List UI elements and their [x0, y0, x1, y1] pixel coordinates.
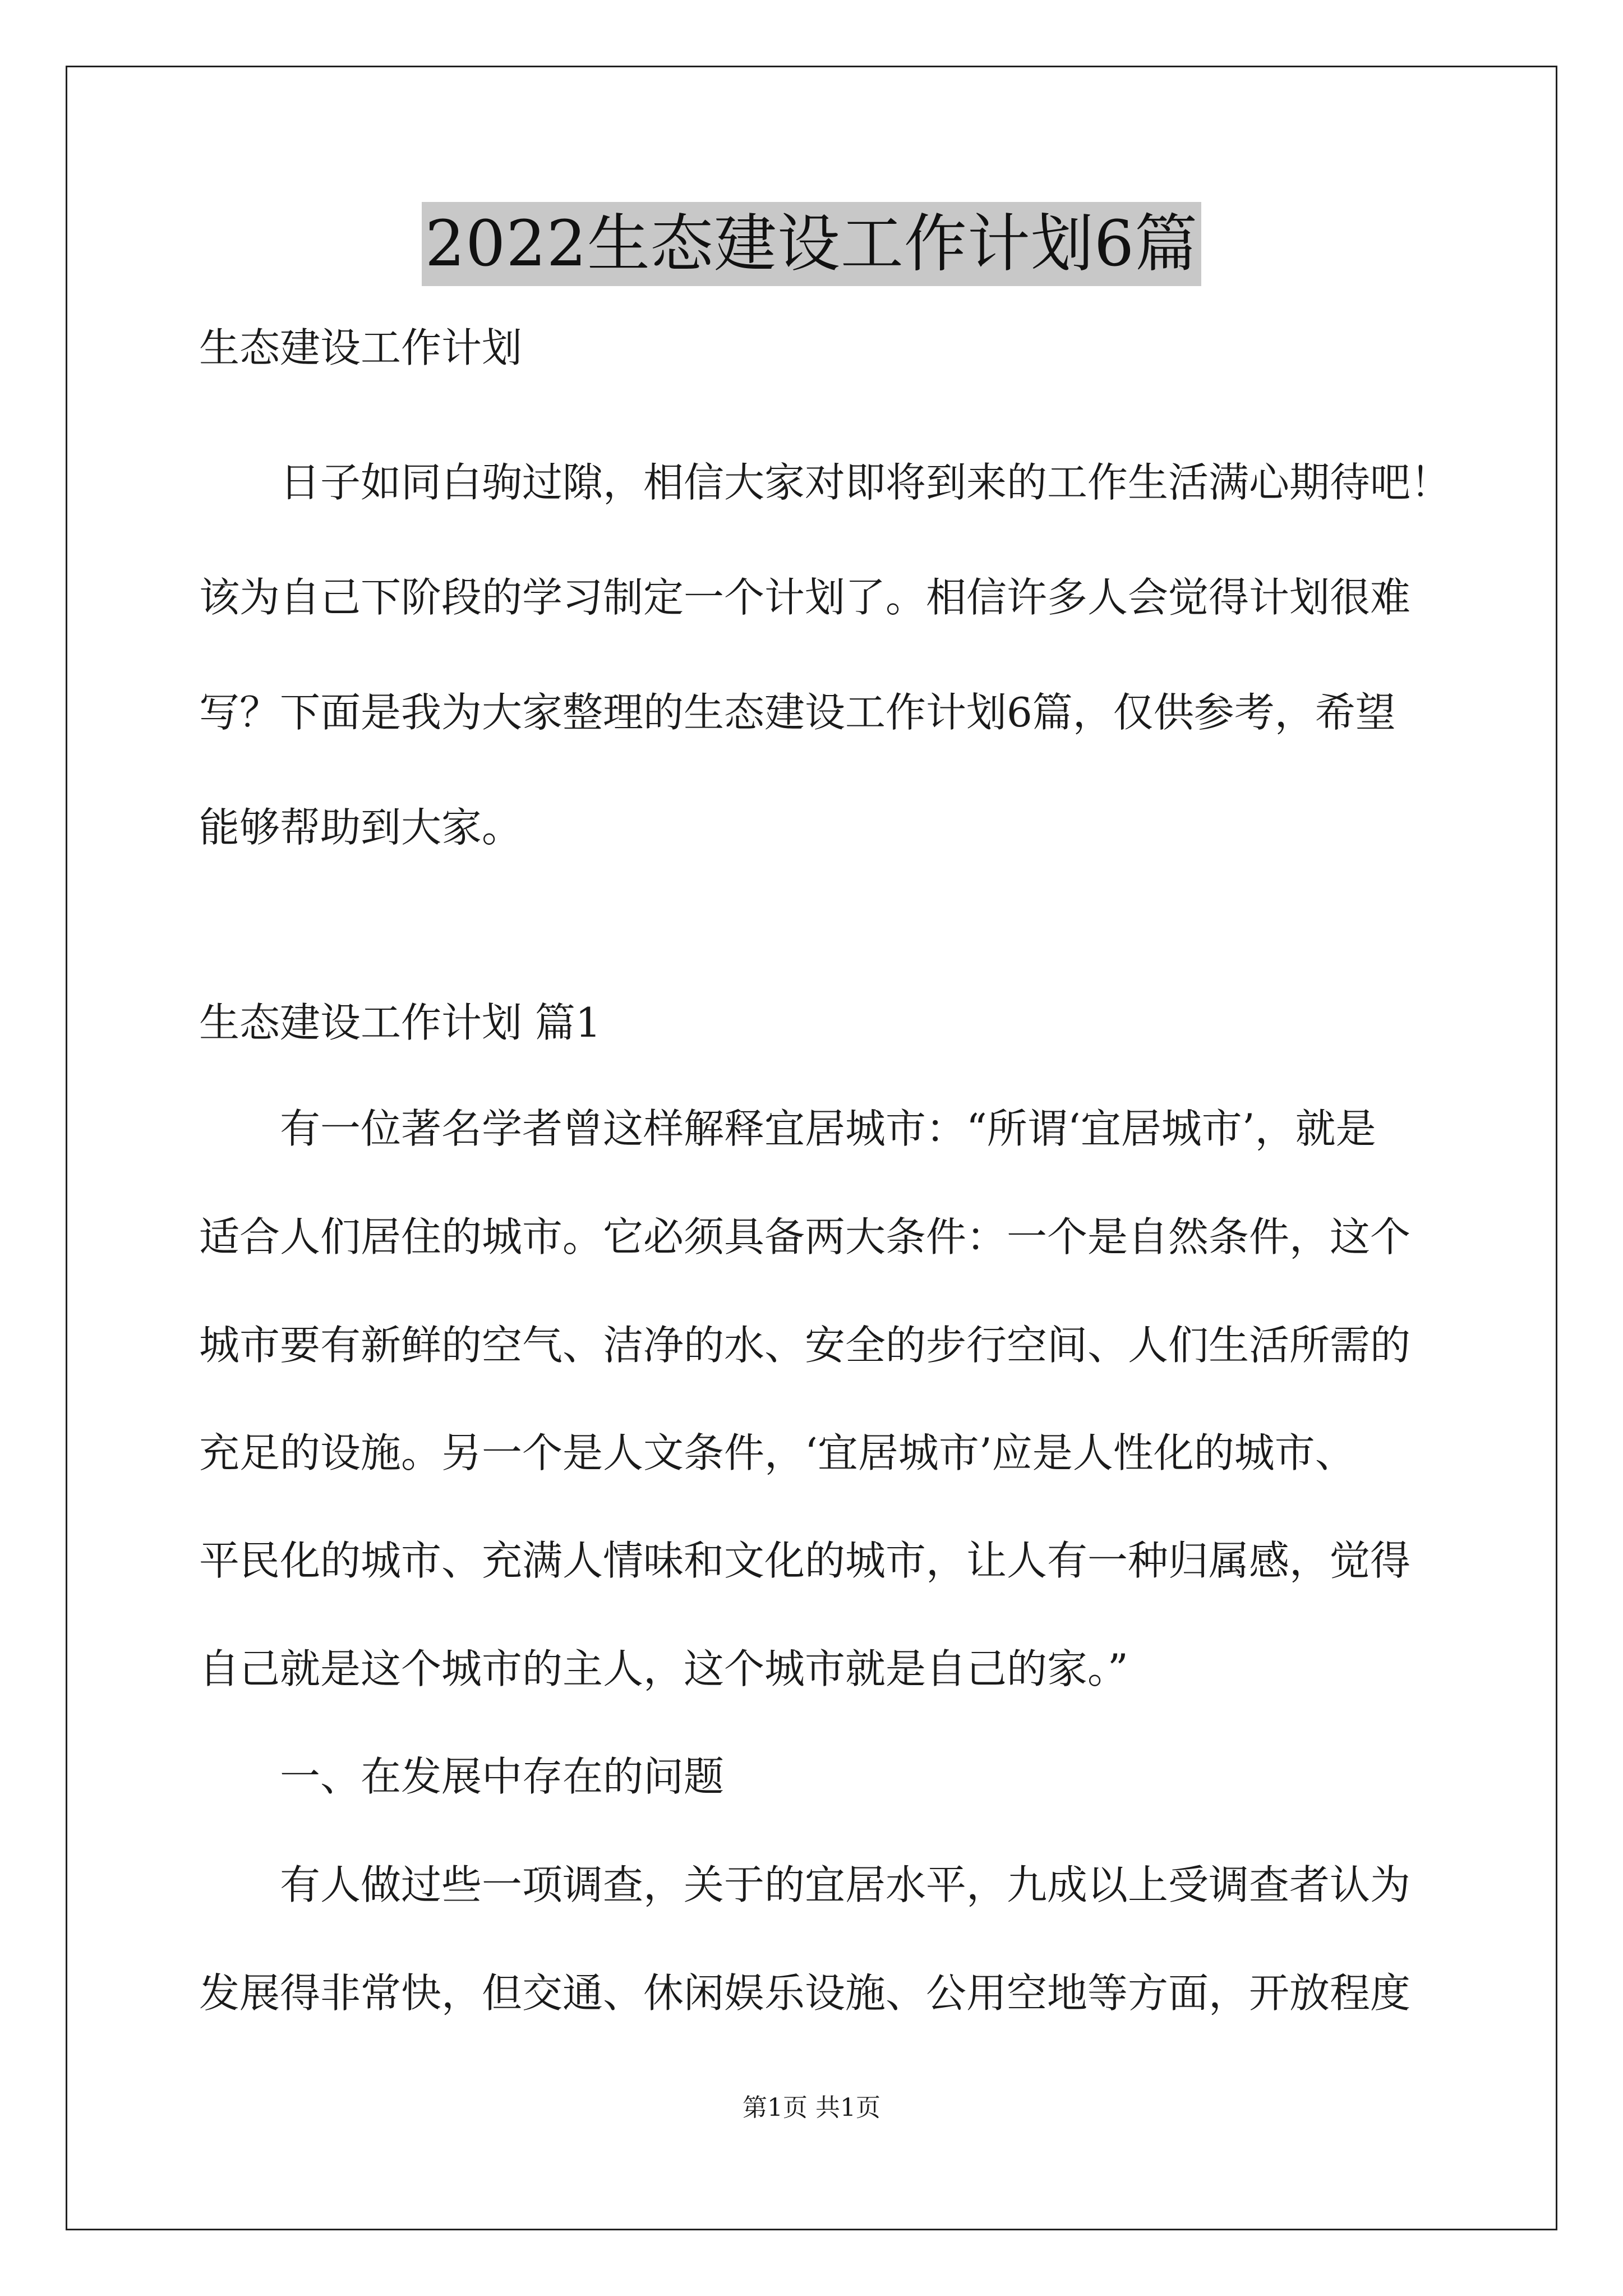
- title-container: [0, 202, 1623, 286]
- intro-line: 日子如同白驹过隙，相信大家对即将到来的工作生活满心期待吧！: [280, 459, 1451, 506]
- section-heading: 生态建设工作计划 篇1: [199, 999, 601, 1046]
- intro-line: 写？下面是我为大家整理的生态建设工作计划6篇，仅供参考，希望: [199, 689, 1396, 736]
- paragraph-line: 充足的设施。另一个是人文条件，‘宜居城市’应是人性化的城市、: [199, 1429, 1355, 1476]
- document-title: 2022生态建设工作计划6篇: [422, 202, 1201, 286]
- paragraph-line: 有一位著名学者曾这样解释宜居城市：“所谓‘宜居城市’，就是: [280, 1105, 1376, 1152]
- intro-line: 该为自己下阶段的学习制定一个计划了。相信许多人会觉得计划很难: [199, 574, 1411, 621]
- paragraph-line: 适合人们居住的城市。它必须具备两大条件：一个是自然条件，这个: [199, 1213, 1411, 1260]
- page-number-label: 第1页 共1页: [743, 2093, 880, 2122]
- paragraph-line: 城市要有新鲜的空气、洁净的水、安全的步行空间、人们生活所需的: [199, 1322, 1411, 1369]
- intro-line: 能够帮助到大家。: [199, 804, 523, 851]
- paragraph-line: 自己就是这个城市的主人，这个城市就是自己的家。”: [199, 1645, 1128, 1692]
- subheading: 一、在发展中存在的问题: [280, 1753, 725, 1800]
- paragraph-line: 发展得非常快，但交通、休闲娱乐设施、公用空地等方面，开放程度: [199, 1970, 1411, 2017]
- intro-heading: 生态建设工作计划: [199, 324, 523, 371]
- paragraph-line: 有人做过些一项调查，关于的宜居水平，九成以上受调查者认为: [280, 1861, 1411, 1908]
- page-footer: [0, 2091, 1623, 2125]
- paragraph-line: 平民化的城市、充满人情味和文化的城市，让人有一种归属感，觉得: [199, 1537, 1411, 1584]
